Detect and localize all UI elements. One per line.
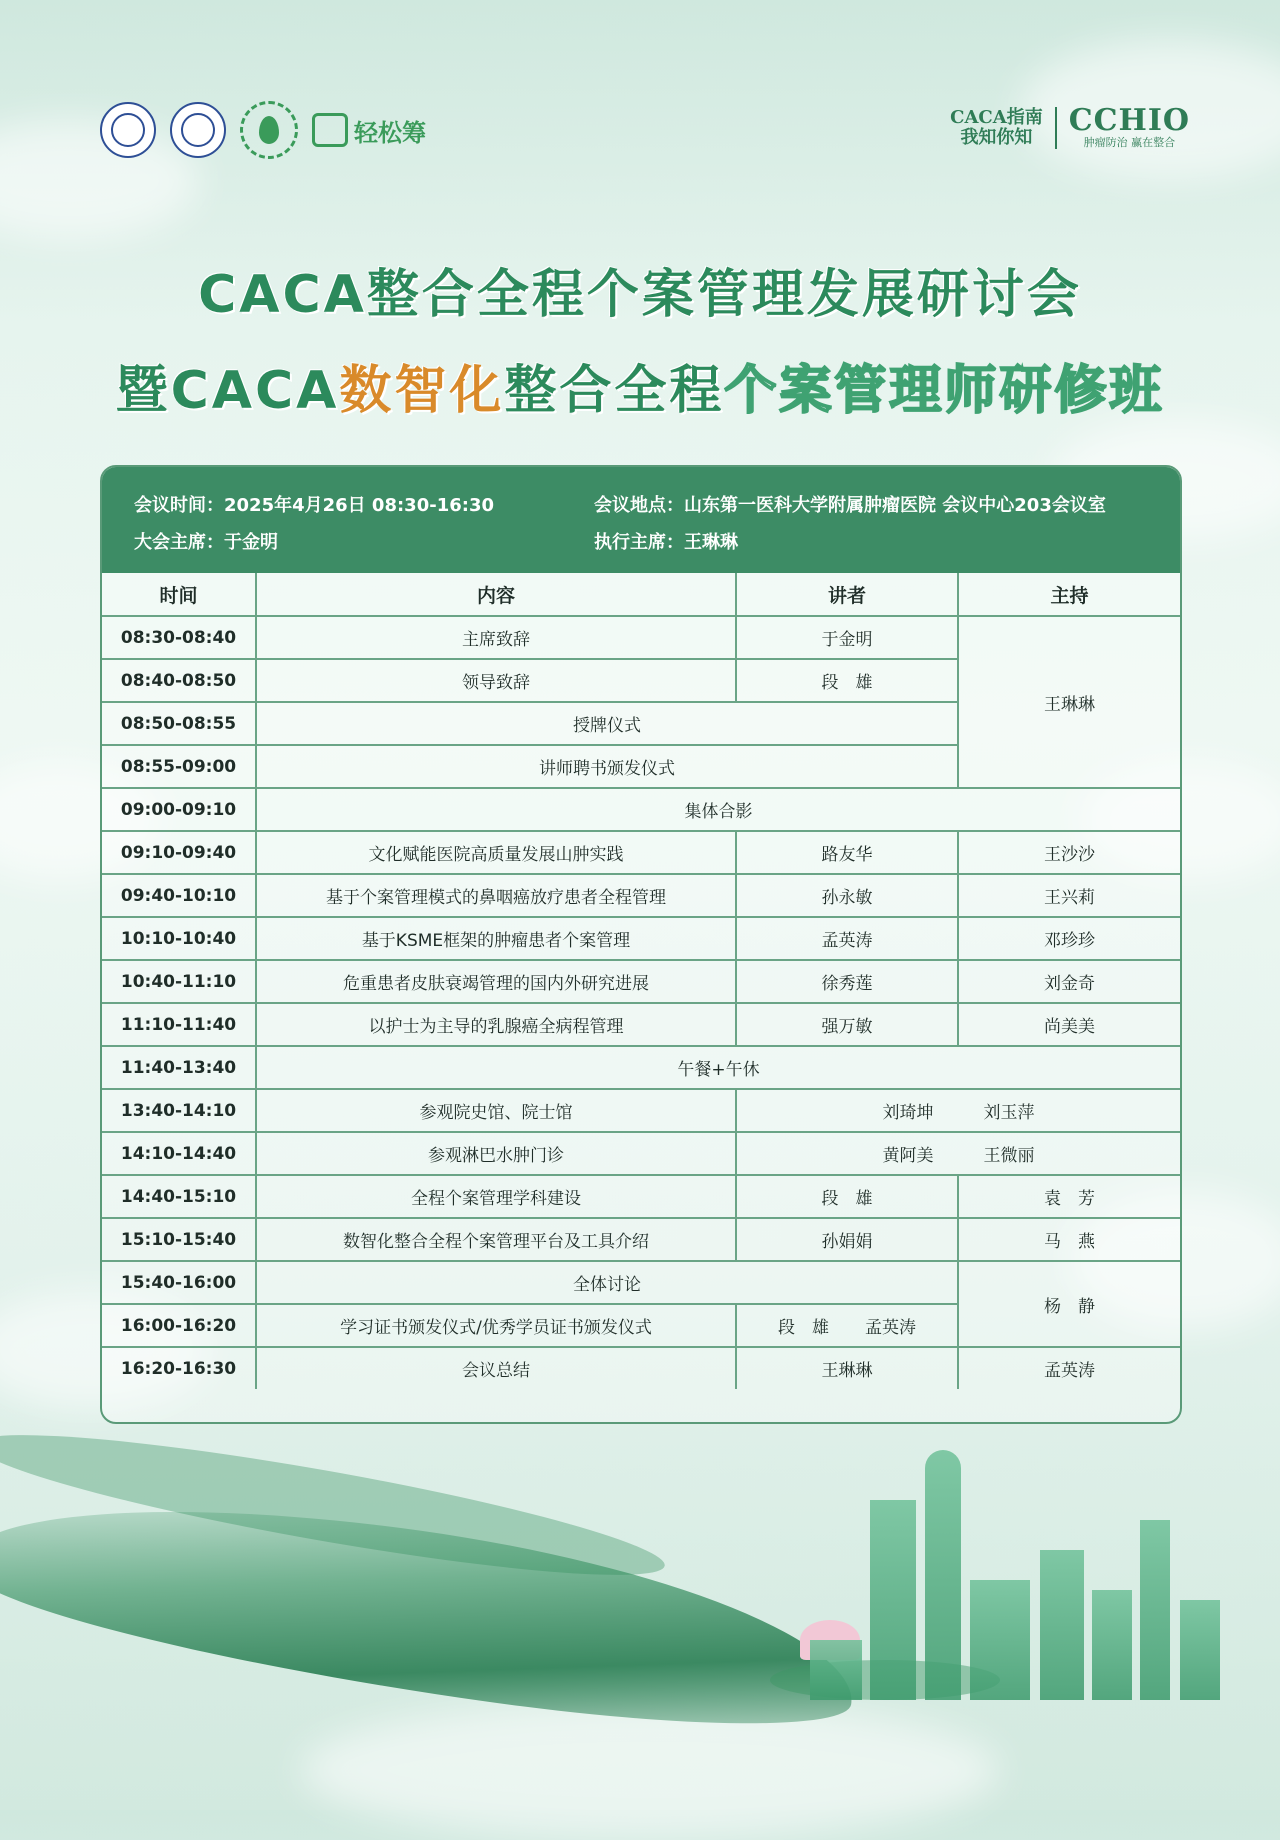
- time-cell: 16:20-16:30: [102, 1347, 256, 1389]
- time-cell: 08:50-08:55: [102, 702, 256, 745]
- table-row: [102, 917, 1180, 960]
- city-skyline-illustration: [720, 1440, 1240, 1700]
- speaker-name: 段 雄: [778, 1318, 829, 1338]
- logo-divider: [1055, 107, 1057, 149]
- content-cell: 讲师聘书颁发仪式: [256, 745, 958, 788]
- host-cell: 尚美美: [958, 1003, 1180, 1046]
- speaker-cell: 路友华: [736, 831, 958, 874]
- speaker-cell: 段 雄: [736, 659, 958, 702]
- hospital-logo-icon: [240, 101, 298, 159]
- content-cell: 会议总结: [256, 1347, 736, 1389]
- host-cell: 袁 芳: [958, 1175, 1180, 1218]
- meeting-info-banner: [102, 467, 1180, 573]
- content-cell: 参观院史馆、院士馆: [256, 1089, 736, 1132]
- table-header-row: [102, 573, 1180, 616]
- building-shape: [1040, 1550, 1084, 1700]
- content-cell: 全体讨论: [256, 1261, 958, 1304]
- speaker-cell: [736, 1304, 958, 1347]
- organizer-logos: [950, 103, 1190, 150]
- meeting-location: 会议地点：山东第一医科大学附属肿瘤医院 会议中心203会议室: [594, 495, 1106, 516]
- time-cell: 09:00-09:10: [102, 788, 256, 831]
- page-subtitle: [0, 348, 1280, 423]
- subtitle-part-c: 整合全程: [504, 361, 725, 421]
- speaker-cell: 于金明: [736, 616, 958, 659]
- content-cell: 学习证书颁发仪式/优秀学员证书颁发仪式: [256, 1304, 736, 1347]
- guide-name: 黄阿美: [882, 1146, 934, 1166]
- time-cell: 15:40-16:00: [102, 1261, 256, 1304]
- content-cell: 危重患者皮肤衰竭管理的国内外研究进展: [256, 960, 736, 1003]
- guides-cell: [736, 1089, 1180, 1132]
- time-cell: 11:40-13:40: [102, 1046, 256, 1089]
- building-shape: [970, 1580, 1030, 1700]
- content-cell: 集体合影: [256, 788, 1180, 831]
- content-cell: 数智化整合全程个案管理平台及工具介绍: [256, 1218, 736, 1261]
- schedule-card: [100, 465, 1182, 1424]
- building-shape: [1140, 1520, 1170, 1700]
- time-cell: 08:30-08:40: [102, 616, 256, 659]
- table-row: [102, 1261, 1180, 1304]
- building-shape: [870, 1500, 916, 1700]
- building-shape: [810, 1640, 862, 1700]
- content-cell: 文化赋能医院高质量发展山肿实践: [256, 831, 736, 874]
- guide-name: 刘琦坤: [882, 1103, 934, 1123]
- content-cell: 参观淋巴水肿门诊: [256, 1132, 736, 1175]
- time-cell: 11:10-11:40: [102, 1003, 256, 1046]
- time-cell: 13:40-14:10: [102, 1089, 256, 1132]
- table-row: [102, 1003, 1180, 1046]
- host-cell: 杨 静: [958, 1261, 1180, 1347]
- host-cell: 孟英涛: [958, 1347, 1180, 1389]
- content-cell: 领导致辞: [256, 659, 736, 702]
- table-row: [102, 1132, 1180, 1175]
- time-cell: 09:10-09:40: [102, 831, 256, 874]
- table-row: [102, 831, 1180, 874]
- caca-guide-line2: 我知你知: [960, 127, 1033, 148]
- time-cell: 16:00-16:20: [102, 1304, 256, 1347]
- column-header-time: 时间: [102, 573, 256, 616]
- content-cell: 午餐+午休: [256, 1046, 1180, 1089]
- speaker-cell: 徐秀莲: [736, 960, 958, 1003]
- subtitle-part-d: 个案管理师研修班: [724, 361, 1165, 421]
- content-cell: 主席致辞: [256, 616, 736, 659]
- time-cell: 08:40-08:50: [102, 659, 256, 702]
- speaker-cell: 孙永敏: [736, 874, 958, 917]
- speaker-cell: 孙娟娟: [736, 1218, 958, 1261]
- caca-guide-logo: [950, 108, 1043, 148]
- table-row: [102, 1046, 1180, 1089]
- guides-cell: [736, 1132, 1180, 1175]
- sponsor-logos: [100, 100, 426, 160]
- table-row: [102, 1218, 1180, 1261]
- content-cell: 基于个案管理模式的鼻咽癌放疗患者全程管理: [256, 874, 736, 917]
- page-title: CACA整合全程个案管理发展研讨会: [198, 265, 1082, 325]
- host-cell: 马 燕: [958, 1218, 1180, 1261]
- cchio-logo-subtext: 肿瘤防治 赢在整合: [1083, 136, 1176, 149]
- time-cell: 10:10-10:40: [102, 917, 256, 960]
- table-row: [102, 1347, 1180, 1389]
- guide-name: 刘玉萍: [983, 1103, 1035, 1123]
- host-cell: 王兴莉: [958, 874, 1180, 917]
- speaker-cell: 段 雄: [736, 1175, 958, 1218]
- qingsongchou-logo-text: 轻松筹: [354, 118, 426, 147]
- table-row: [102, 1089, 1180, 1132]
- speaker-name: 孟英涛: [865, 1318, 916, 1338]
- content-cell: 以护士为主导的乳腺癌全病程管理: [256, 1003, 736, 1046]
- meeting-chair: 大会主席：于金明: [134, 532, 278, 553]
- subtitle-part-b: 数智化: [339, 361, 505, 421]
- column-header-host: 主持: [958, 573, 1180, 616]
- column-header-content: 内容: [256, 573, 736, 616]
- time-cell: 14:40-15:10: [102, 1175, 256, 1218]
- committee-logo-icon: [170, 102, 226, 158]
- cloud-decoration: [300, 1700, 1000, 1840]
- building-shape: [1180, 1600, 1220, 1700]
- host-cell: 王琳琳: [958, 616, 1180, 788]
- table-row: [102, 788, 1180, 831]
- caca-guide-line1: CACA指南: [950, 107, 1043, 128]
- column-header-speaker: 讲者: [736, 573, 958, 616]
- guide-name: 王微丽: [983, 1146, 1035, 1166]
- host-cell: 邓珍珍: [958, 917, 1180, 960]
- building-shape: [1092, 1590, 1132, 1700]
- host-cell: 刘金奇: [958, 960, 1180, 1003]
- time-cell: 10:40-11:10: [102, 960, 256, 1003]
- meeting-time: 会议时间：2025年4月26日 08:30-16:30: [134, 495, 494, 516]
- building-shape: [925, 1450, 961, 1700]
- content-cell: 全程个案管理学科建设: [256, 1175, 736, 1218]
- content-cell: 授牌仪式: [256, 702, 958, 745]
- table-row: [102, 960, 1180, 1003]
- time-cell: 15:10-15:40: [102, 1218, 256, 1261]
- speaker-cell: 王琳琳: [736, 1347, 958, 1389]
- content-cell: 基于KSME框架的肿瘤患者个案管理: [256, 917, 736, 960]
- cchio-logo: [1068, 103, 1190, 150]
- association-logo-icon: [100, 102, 156, 158]
- host-cell: 王沙沙: [958, 831, 1180, 874]
- table-row: [102, 874, 1180, 917]
- cchio-logo-text: CCHIO: [1068, 103, 1190, 138]
- speaker-cell: 强万敏: [736, 1003, 958, 1046]
- table-row: [102, 1175, 1180, 1218]
- time-cell: 08:55-09:00: [102, 745, 256, 788]
- table-row: [102, 616, 1180, 659]
- speaker-cell: 孟英涛: [736, 917, 958, 960]
- time-cell: 14:10-14:40: [102, 1132, 256, 1175]
- subtitle-part-a: 暨CACA: [115, 361, 340, 421]
- time-cell: 09:40-10:10: [102, 874, 256, 917]
- schedule-table: [102, 573, 1180, 1389]
- executive-chair: 执行主席：王琳琳: [594, 532, 738, 553]
- qingsongchou-logo: [312, 113, 426, 148]
- cat-logo-icon: [312, 113, 348, 147]
